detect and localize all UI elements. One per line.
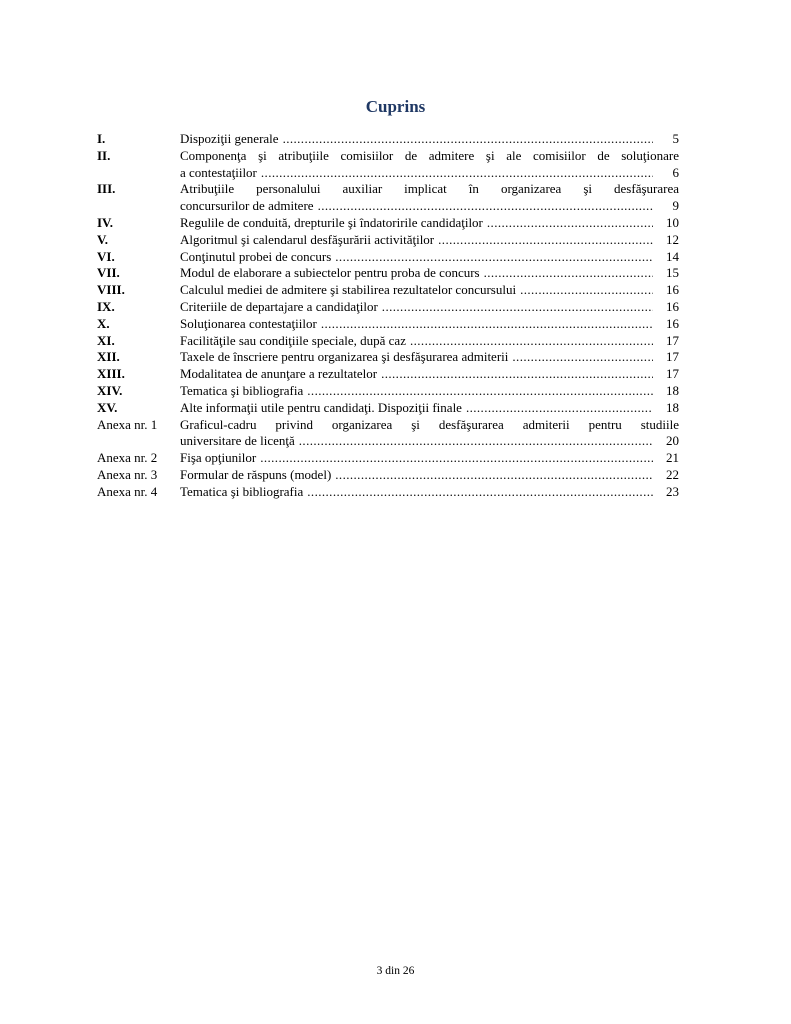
toc-entry-number: IX. xyxy=(97,298,115,314)
dot-leader xyxy=(410,333,653,350)
toc-entry-number: Anexa nr. 1 xyxy=(97,416,158,432)
toc-entry xyxy=(97,148,679,182)
dot-leader xyxy=(520,282,653,299)
toc-entry-leader-line xyxy=(180,433,679,450)
toc-entry-leader-line xyxy=(180,198,679,215)
dot-leader xyxy=(307,383,653,400)
toc-entry-title: Conţinutul probei de concurs xyxy=(180,248,332,264)
toc-entry xyxy=(97,282,679,299)
toc-entry-body xyxy=(180,383,679,400)
dot-leader xyxy=(438,232,653,249)
toc-entry xyxy=(97,417,679,451)
toc-entry-number: XIV. xyxy=(97,382,123,398)
toc-entry-leader-line xyxy=(180,131,679,148)
toc-entry-title: Facilităţile sau condiţiile speciale, după caz xyxy=(180,332,406,348)
page-title: Cuprins xyxy=(365,97,426,116)
toc-entry-number: XI. xyxy=(97,332,115,348)
toc-entry-page: 18 xyxy=(666,382,679,398)
toc-entry-body xyxy=(180,417,679,451)
toc-entry-leader-line xyxy=(180,282,679,299)
dot-leader xyxy=(381,366,653,383)
toc-entry-page: 22 xyxy=(666,466,679,482)
toc-entry-page: 20 xyxy=(666,433,679,449)
toc-entry-leader-line xyxy=(180,333,679,350)
toc-entry xyxy=(97,349,679,366)
toc-entry-body xyxy=(180,316,679,333)
toc-entry-page: 16 xyxy=(666,315,679,331)
toc-entry-title: Criteriile de departajare a candidaţilor xyxy=(180,298,378,314)
toc-entry-leader-line xyxy=(180,467,679,484)
toc-entry xyxy=(97,383,679,400)
toc-entry-page: 17 xyxy=(666,332,679,348)
toc-entry-number: Anexa nr. 4 xyxy=(97,483,158,499)
toc-entry-number: Anexa nr. 2 xyxy=(97,450,158,466)
toc-entry-leader-line xyxy=(180,383,679,400)
toc-entry-body xyxy=(180,181,679,215)
toc-entry-title-line: Graficul-cadru privind organizarea şi desfăşurarea admiterii pentru studiile xyxy=(180,416,679,432)
toc-entry-leader-line xyxy=(180,366,679,383)
toc-entry-title: Tematica şi bibliografia xyxy=(180,382,304,398)
toc-entry xyxy=(97,299,679,316)
toc-entry-number: VII. xyxy=(97,265,120,281)
toc-entry-title: Soluţionarea contestaţiilor xyxy=(180,315,317,331)
toc-entry xyxy=(97,181,679,215)
toc-entry-page: 9 xyxy=(672,198,679,214)
toc-entry-leader-line xyxy=(180,215,679,232)
toc-entry-number: VIII. xyxy=(97,282,125,298)
toc-entry xyxy=(97,366,679,383)
toc-entry-number: XIII. xyxy=(97,366,125,382)
toc-entry-body xyxy=(180,265,679,282)
toc-entry-number: Anexa nr. 3 xyxy=(97,466,158,482)
dot-leader xyxy=(260,450,653,467)
toc-entry-page: 17 xyxy=(666,349,679,365)
toc-entry xyxy=(97,249,679,266)
toc-entry-leader-line xyxy=(180,299,679,316)
toc-entry-page: 23 xyxy=(666,483,679,499)
toc-entry-page: 10 xyxy=(666,214,679,230)
dot-leader xyxy=(299,433,653,450)
dot-leader xyxy=(283,131,653,148)
toc-entry-title: a contestaţiilor xyxy=(180,164,257,180)
dot-leader xyxy=(512,349,653,366)
dot-leader xyxy=(261,165,653,182)
toc-entry-leader-line xyxy=(180,484,679,501)
toc-entry-number: I. xyxy=(97,131,106,146)
toc-entry xyxy=(97,232,679,249)
toc-entry-body xyxy=(180,131,679,148)
toc-entry-page: 15 xyxy=(666,265,679,281)
dot-leader xyxy=(484,265,653,282)
dot-leader xyxy=(321,316,653,333)
toc-entry-page: 5 xyxy=(672,131,679,146)
dot-leader xyxy=(466,400,653,417)
toc-entry-page: 16 xyxy=(666,282,679,298)
toc-entry-number: XV. xyxy=(97,399,118,415)
toc-entry-leader-line xyxy=(180,232,679,249)
toc-entry xyxy=(97,316,679,333)
toc-entry-title: Regulile de conduită, drepturile şi îndatoririle candidaţilor xyxy=(180,214,483,230)
toc-entry-body xyxy=(180,148,679,182)
toc-entry-body xyxy=(180,366,679,383)
toc-entry xyxy=(97,215,679,232)
toc-entry-body xyxy=(180,232,679,249)
toc-entry xyxy=(97,450,679,467)
dot-leader xyxy=(335,249,653,266)
toc-entry-leader-line xyxy=(180,450,679,467)
toc-entry-number: V. xyxy=(97,231,108,247)
toc-entry-page: 6 xyxy=(672,164,679,180)
toc-entry-body xyxy=(180,349,679,366)
toc-entry-body xyxy=(180,467,679,484)
toc-entry-page: 21 xyxy=(666,450,679,466)
toc-entry-page: 12 xyxy=(666,231,679,247)
toc-entry-title: concursurilor de admitere xyxy=(180,198,314,214)
toc-entry-leader-line xyxy=(180,265,679,282)
toc-entry-body xyxy=(180,484,679,501)
toc-entry xyxy=(97,333,679,350)
toc-entry-number: XII. xyxy=(97,349,120,365)
toc-entry-body xyxy=(180,282,679,299)
toc-entry-title: Algoritmul şi calendarul desfăşurării activităţilor xyxy=(180,231,435,247)
toc-entry-page: 14 xyxy=(666,248,679,264)
toc-entry-title: universitare de licenţă xyxy=(180,433,295,449)
toc-entry-title: Calculul mediei de admitere şi stabilirea rezultatelor concursului xyxy=(180,282,517,298)
page-footer: 3 din 26 xyxy=(376,965,415,977)
dot-leader xyxy=(318,198,653,215)
toc-entry xyxy=(97,467,679,484)
dot-leader xyxy=(335,467,653,484)
toc-entry xyxy=(97,484,679,501)
toc-entry-number: IV. xyxy=(97,214,114,230)
toc-entry-number: II. xyxy=(97,147,111,163)
toc-entry-title: Formular de răspuns (model) xyxy=(180,466,332,482)
toc-entry xyxy=(97,265,679,282)
toc-entry-body xyxy=(180,299,679,316)
dot-leader xyxy=(382,299,653,316)
toc-entry-title-line: Componenţa şi atribuţiile comisiilor de admitere şi ale comisiilor de soluţionare xyxy=(180,147,679,163)
toc-entry-leader-line xyxy=(180,249,679,266)
toc-entry-title: Taxele de înscriere pentru organizarea şi desfăşurarea admiterii xyxy=(180,349,509,365)
toc-entry-leader-line xyxy=(180,316,679,333)
toc-entry xyxy=(97,131,679,148)
toc-entry-body xyxy=(180,215,679,232)
toc-entry-body xyxy=(180,400,679,417)
toc-entry-title: Fişa opţiunilor xyxy=(180,450,257,466)
dot-leader xyxy=(307,484,653,501)
dot-leader xyxy=(487,215,653,232)
toc-entry-body xyxy=(180,249,679,266)
table-of-contents xyxy=(97,131,679,501)
toc-entry-page: 18 xyxy=(666,399,679,415)
toc-entry-page: 17 xyxy=(666,366,679,382)
toc-entry-number: III. xyxy=(97,181,116,197)
toc-entry-title-line: Atribuţiile personalului auxiliar implicat în organizarea şi desfăşurarea xyxy=(180,181,679,197)
toc-entry-title: Dispoziţii generale xyxy=(180,131,279,146)
toc-entry-leader-line xyxy=(180,165,679,182)
toc-entry xyxy=(97,400,679,417)
toc-entry-title: Tematica şi bibliografia xyxy=(180,483,304,499)
toc-entry-title: Modalitatea de anunţare a rezultatelor xyxy=(180,366,378,382)
toc-entry-body xyxy=(180,450,679,467)
toc-entry-leader-line xyxy=(180,349,679,366)
toc-entry-title: Modul de elaborare a subiectelor pentru proba de concurs xyxy=(180,265,480,281)
toc-entry-title: Alte informaţii utile pentru candidaţi. Dispoziţii finale xyxy=(180,399,462,415)
toc-entry-number: VI. xyxy=(97,248,115,264)
toc-entry-number: X. xyxy=(97,315,110,331)
toc-entry-body xyxy=(180,333,679,350)
toc-entry-page: 16 xyxy=(666,298,679,314)
toc-entry-leader-line xyxy=(180,400,679,417)
